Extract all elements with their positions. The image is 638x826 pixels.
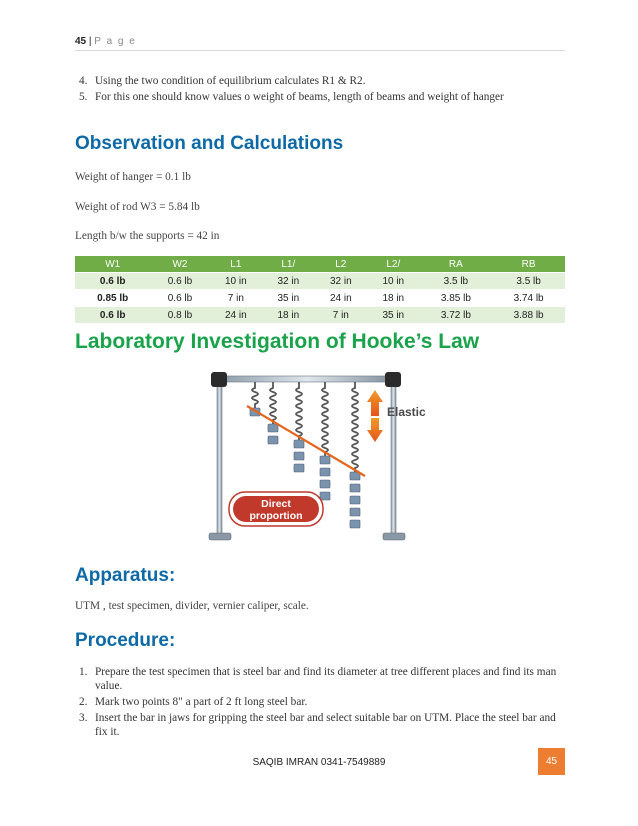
header-separator: | — [88, 36, 92, 47]
page-number-box: 45 — [538, 748, 565, 775]
direct-label: Direct — [261, 498, 291, 510]
table-cell: 3.74 lb — [492, 290, 565, 307]
table-cell: 3.72 lb — [420, 307, 493, 324]
table-row — [75, 273, 565, 290]
table-cell: 32 in — [262, 273, 314, 290]
table-cell: 24 in — [315, 290, 367, 307]
table-cell: 7 in — [210, 290, 262, 307]
intro-list — [75, 74, 565, 106]
direct-proportion-badge — [229, 492, 323, 526]
list-item: 1. Prepare the test specimen that is steel bar and find its diameter at tree different places and find its man value. — [79, 666, 557, 692]
table-cell: 10 in — [367, 273, 419, 290]
table-header-row — [75, 256, 565, 273]
table-cell: 3.85 lb — [420, 290, 493, 307]
table-cell: 0.6 lb — [150, 290, 209, 307]
table-cell: 10 in — [210, 273, 262, 290]
procedure-list — [75, 665, 565, 741]
col-l1-prime: L1/ — [262, 256, 314, 273]
procedure-heading: Procedure: — [75, 630, 176, 651]
col-l2: L2 — [315, 256, 367, 273]
list-item: 2. Mark two points 8" a part of 2 ft long steel bar. — [79, 696, 308, 708]
hanger-weight-text: Weight of hanger = 0.1 lb — [75, 171, 191, 183]
table-cell: 0.85 lb — [75, 290, 150, 307]
table-row — [75, 307, 565, 324]
col-rb: RB — [492, 256, 565, 273]
col-l1: L1 — [210, 256, 262, 273]
col-w1: W1 — [75, 256, 150, 273]
table-cell: 18 in — [262, 307, 314, 324]
list-item: 4. Using the two condition of equilibrium calculates R1 & R2. — [79, 75, 366, 87]
col-l2-prime: L2/ — [367, 256, 419, 273]
spring-illustration — [207, 368, 439, 546]
list-item: 3. Insert the bar in jaws for gripping the steel bar and select suitable bar on UTM. Place the steel bar and fix it. — [79, 712, 556, 738]
table-row — [75, 290, 565, 307]
spring-5 — [350, 382, 360, 528]
apparatus-text: UTM , test specimen, divider, vernier caliper, scale. — [75, 600, 309, 612]
header-page-word: P a g e — [94, 36, 137, 47]
table-cell: 35 in — [367, 307, 419, 324]
table-cell: 24 in — [210, 307, 262, 324]
proportion-label: proportion — [249, 510, 303, 522]
header-page-number: 45 — [75, 36, 87, 47]
support-length-text: Length b/w the supports = 42 in — [75, 230, 220, 242]
spring-2 — [268, 382, 278, 444]
elastic-label: Elastic — [387, 405, 426, 419]
col-ra: RA — [420, 256, 493, 273]
table-cell: 3.5 lb — [420, 273, 493, 290]
spring-3 — [294, 382, 304, 472]
col-w2: W2 — [150, 256, 209, 273]
proportion-line — [247, 406, 365, 476]
table-cell: 32 in — [315, 273, 367, 290]
spring-4 — [320, 382, 330, 500]
table-cell: 0.6 lb — [75, 307, 150, 324]
observation-table — [75, 256, 565, 323]
table-cell: 3.88 lb — [492, 307, 565, 324]
table-cell: 0.6 lb — [150, 273, 209, 290]
table-cell: 3.5 lb — [492, 273, 565, 290]
hooke-law-figure — [207, 368, 439, 546]
page-header — [75, 36, 565, 51]
elastic-arrow-icon — [367, 390, 383, 442]
footer-author: SAQIB IMRAN 0341-7549889 — [252, 757, 386, 768]
table-cell: 35 in — [262, 290, 314, 307]
table-cell: 7 in — [315, 307, 367, 324]
table-cell: 0.6 lb — [75, 273, 150, 290]
apparatus-heading: Apparatus: — [75, 565, 176, 586]
rod-weight-text: Weight of rod W3 = 5.84 lb — [75, 201, 200, 213]
table-cell: 0.8 lb — [150, 307, 209, 324]
list-item: 5. For this one should know values o weight of beams, length of beams and weight of hanger — [79, 91, 504, 103]
hooke-heading: Laboratory Investigation of Hooke’s Law — [75, 330, 480, 353]
table-cell: 18 in — [367, 290, 419, 307]
observation-heading: Observation and Calculations — [75, 133, 344, 154]
